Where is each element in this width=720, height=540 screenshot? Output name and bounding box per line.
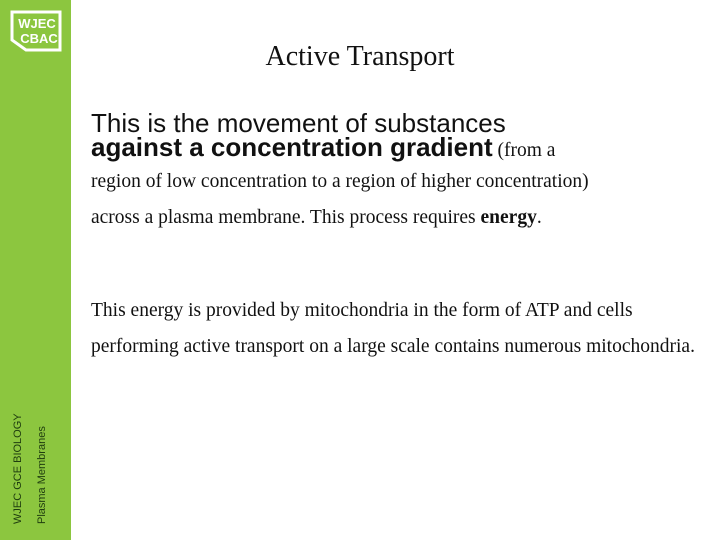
lead-line-1: This is the movement of substances (91, 108, 506, 138)
definition-line-4 (91, 200, 703, 236)
energy-paragraph: This energy is provided by mitochondria in the form of ATP and cells performing active transport on a large scale contains numerous mitochondria. (91, 300, 695, 357)
logo-line-2: CBAC (20, 31, 58, 46)
sidebar (0, 0, 71, 540)
logo-line-1: WJEC (18, 16, 56, 31)
slide-title-text: Active Transport (265, 41, 455, 72)
lead-line-2: against a concentration gradient (91, 132, 493, 162)
lead-tail: (from a (492, 140, 556, 161)
line4-start: across a plasma membrane. This process requires (91, 207, 481, 228)
lead-line-2-wrap (91, 132, 703, 162)
energy-word: energy (480, 207, 537, 228)
sidebar-labels (0, 392, 71, 532)
line4-end: . (536, 207, 542, 228)
definition-line-3: region of low concentration to a region of higher concentration) (91, 171, 589, 192)
course-label: WJEC GCE BIOLOGY (12, 413, 24, 524)
definition-paragraph (91, 108, 703, 236)
slide-title (0, 41, 720, 73)
topic-label: Plasma Membranes (36, 426, 48, 524)
